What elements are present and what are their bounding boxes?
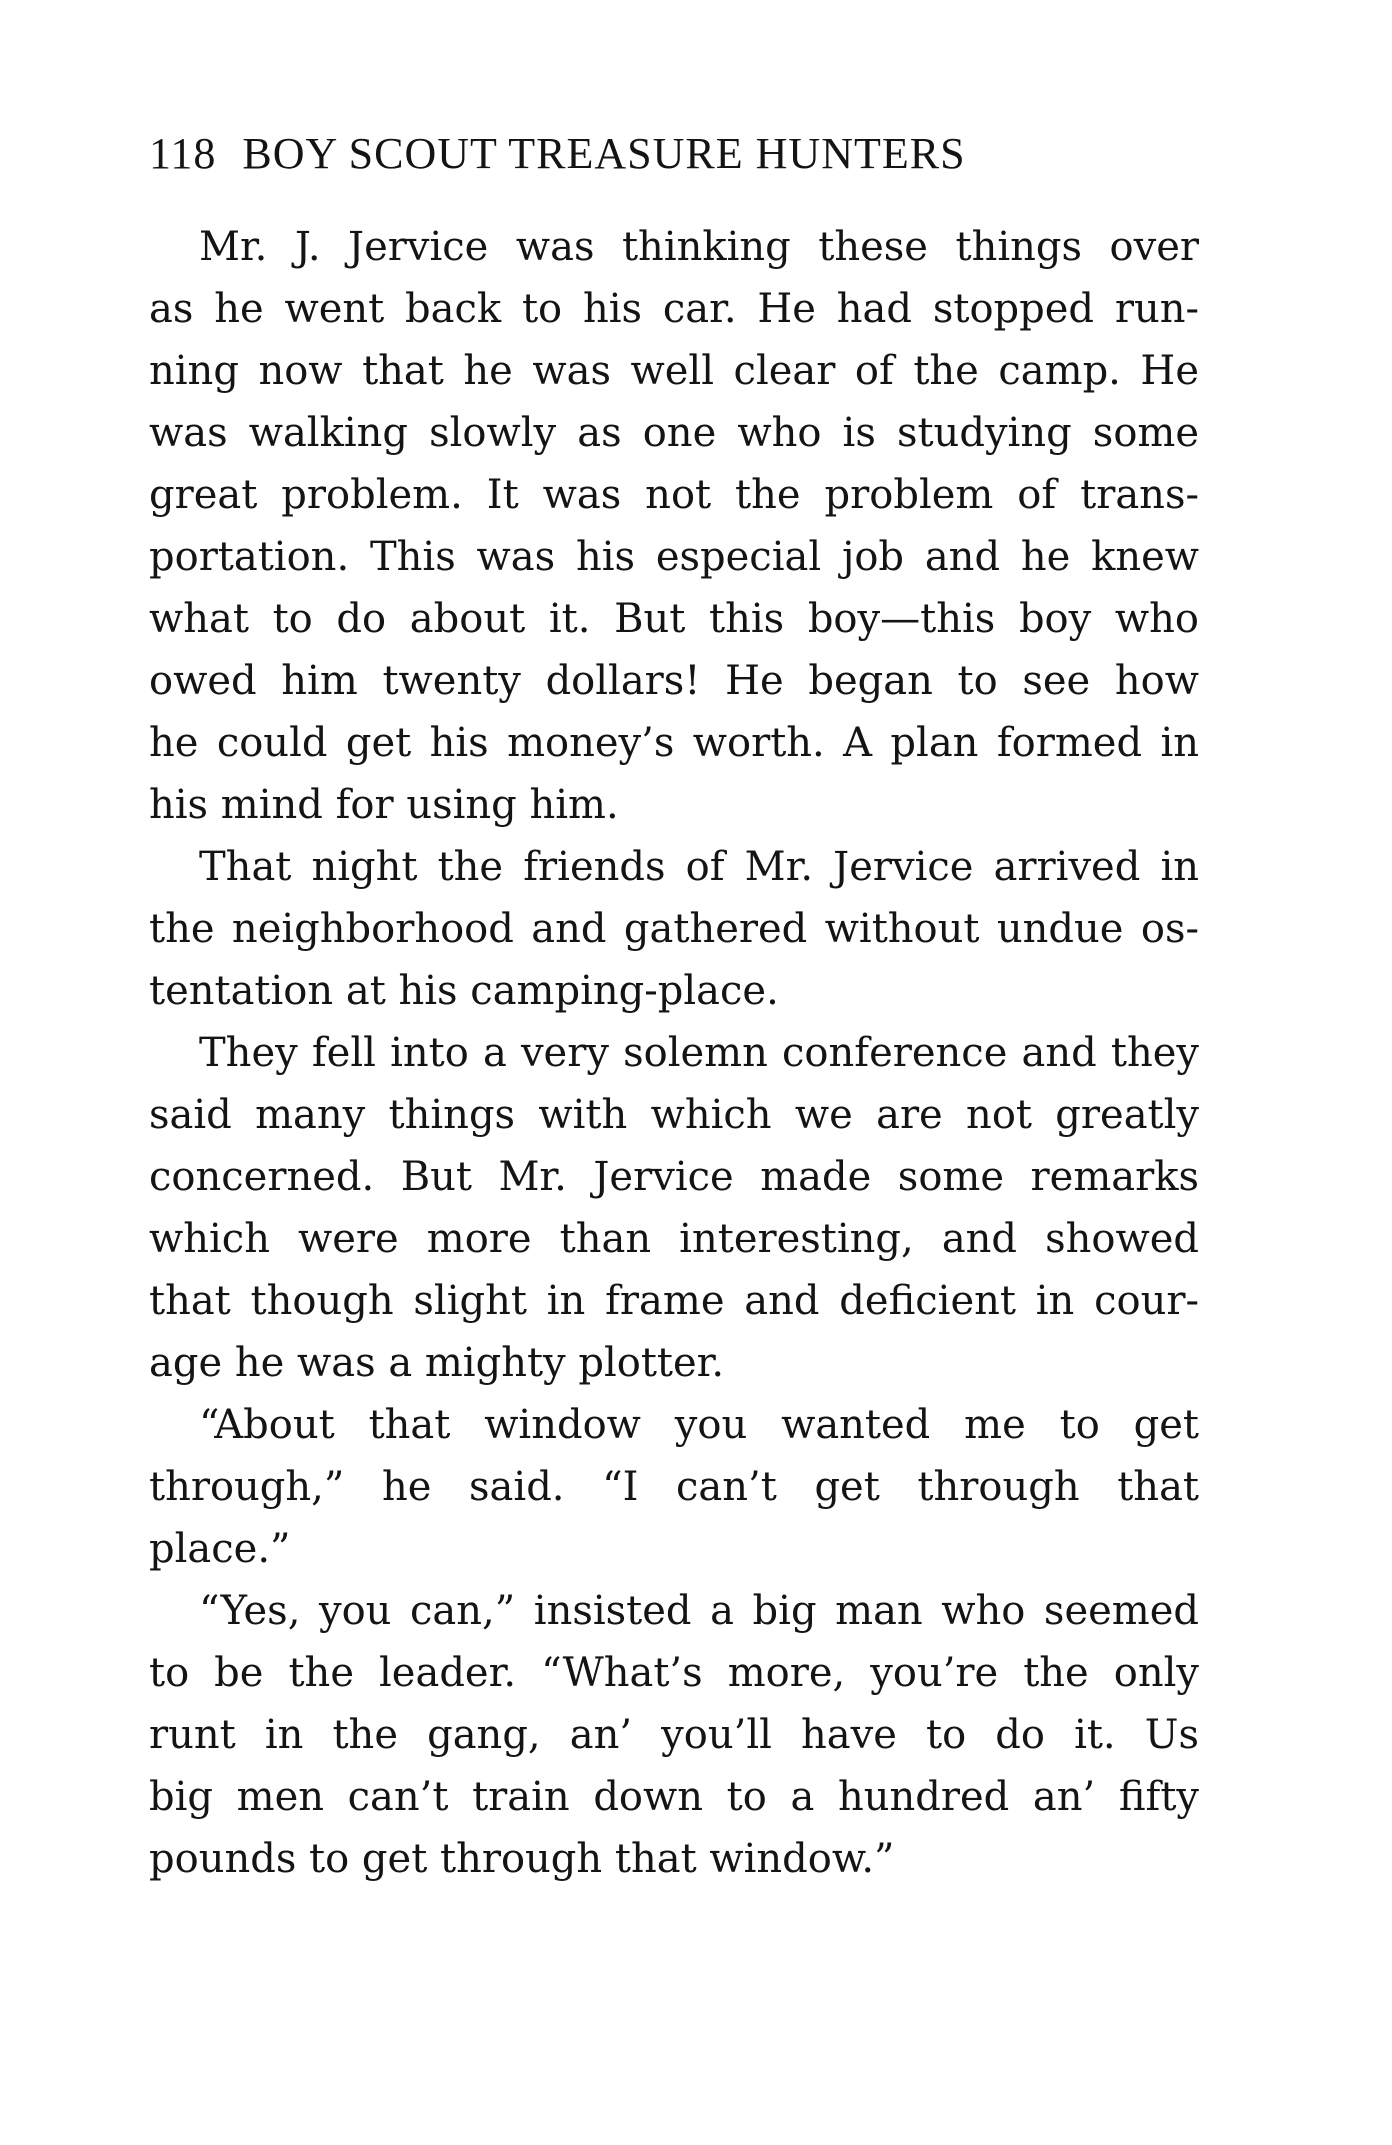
text-line: “About that window you wanted me to get	[199, 1402, 1199, 1448]
paragraph	[149, 1394, 1199, 1580]
text-line: tentation at his camping-place.	[149, 968, 779, 1014]
text-line: runt in the gang, an’ you’ll have to do it. Us	[149, 1712, 1199, 1758]
text-line: he could get his money’s worth. A plan formed in	[149, 720, 1199, 766]
running-title: BOY SCOUT TREASURE HUNTERS	[242, 129, 966, 178]
paragraph	[149, 836, 1199, 1022]
text-line: Mr. J. Jervice was thinking these things over	[199, 224, 1199, 270]
text-line: through,” he said. “I can’t get through that	[149, 1464, 1199, 1510]
running-head	[149, 124, 1199, 184]
text-line: to be the leader. “What’s more, you’re the only	[149, 1650, 1199, 1696]
text-line: said many things with which we are not greatly	[149, 1092, 1199, 1138]
text-line: age he was a mighty plotter.	[149, 1340, 725, 1386]
text-line: concerned. But Mr. Jervice made some remarks	[149, 1154, 1199, 1200]
text-line: his mind for using him.	[149, 782, 619, 828]
text-line: “Yes, you can,” insisted a big man who seemed	[199, 1588, 1199, 1634]
text-line: That night the friends of Mr. Jervice arrived in	[199, 844, 1199, 890]
paragraph	[149, 1580, 1199, 1890]
text-line: what to do about it. But this boy—this boy who	[149, 596, 1199, 642]
page-number: 118	[149, 129, 217, 178]
text-line: that though slight in frame and deficient in cour-	[149, 1278, 1199, 1324]
text-line: the neighborhood and gathered without undue os-	[149, 906, 1199, 952]
text-line: was walking slowly as one who is studying some	[149, 410, 1199, 456]
paragraph	[149, 1022, 1199, 1394]
text-line: portation. This was his especial job and he knew	[149, 534, 1199, 580]
text-line: pounds to get through that window.”	[149, 1836, 895, 1882]
text-line: great problem. It was not the problem of trans-	[149, 472, 1199, 518]
text-line: place.”	[149, 1526, 291, 1572]
text-line: as he went back to his car. He had stopped run-	[149, 286, 1199, 332]
body-text	[149, 216, 1199, 1890]
text-line: big men can’t train down to a hundred an’ fifty	[149, 1774, 1199, 1820]
text-line: which were more than interesting, and showed	[149, 1216, 1199, 1262]
text-line: owed him twenty dollars! He began to see how	[149, 658, 1199, 704]
text-line: ning now that he was well clear of the camp. He	[149, 348, 1199, 394]
text-line: They fell into a very solemn conference and they	[199, 1030, 1199, 1076]
paragraph	[149, 216, 1199, 836]
